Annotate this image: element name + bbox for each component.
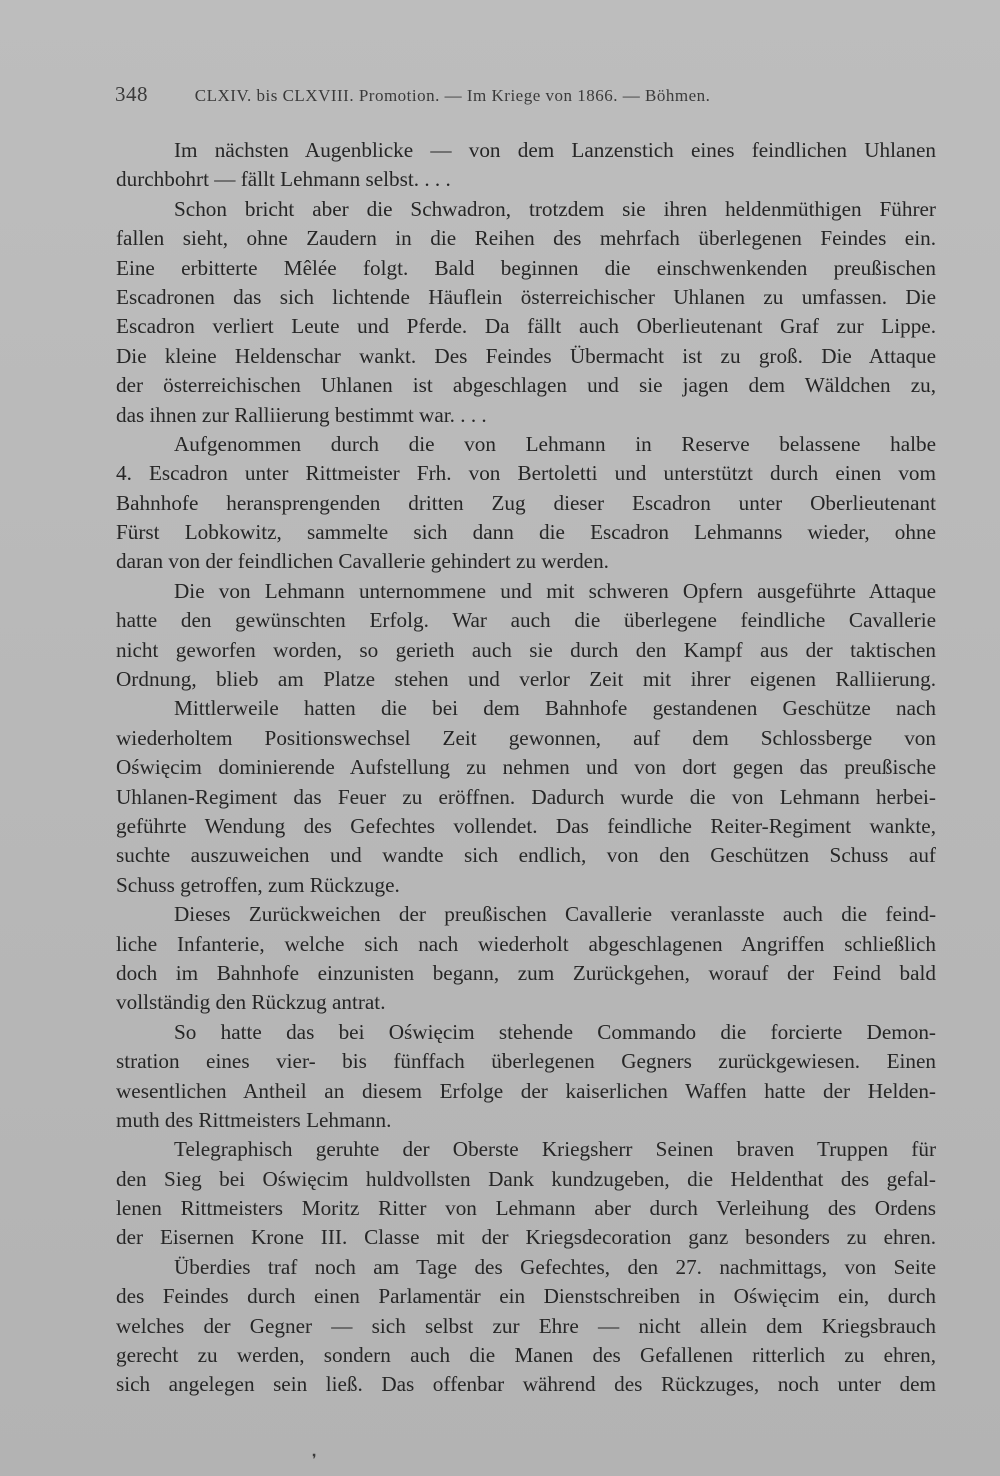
text-line: suchte auszuweichen und wandte sich endlich, von den Geschützen Schuss auf bbox=[116, 843, 936, 868]
text-line: Schon bricht aber die Schwadron, trotzdem sie ihren heldenmüthigen Führer bbox=[174, 196, 936, 221]
footer-mark: ❜ bbox=[312, 1453, 317, 1468]
text-line: Bahnhofe heransprengenden dritten Zug dieser Escadron unter Oberlieutenant bbox=[116, 490, 936, 515]
text-line: durchbohrt — fällt Lehmann selbst. . . . bbox=[116, 167, 451, 192]
text-line: Die kleine Heldenschar wankt. Des Feindes Übermacht ist zu groß. Die Attaque bbox=[116, 343, 936, 368]
text-line: stration eines vier- bis fünffach überlegenen Gegners zurückgewiesen. Einen bbox=[116, 1049, 936, 1074]
text-line: Oświęcim dominierende Aufstellung zu nehmen und von dort gegen das preußische bbox=[116, 755, 936, 780]
text-line: fallen sieht, ohne Zaudern in die Reihen des mehrfach überlegenen Feindes ein. bbox=[116, 226, 936, 251]
text-line: geführte Wendung des Gefechtes vollendet. Das feindliche Reiter-Regiment wankte, bbox=[116, 813, 936, 838]
text-line: Dieses Zurückweichen der preußischen Cavallerie veranlasste auch die feind- bbox=[174, 902, 936, 927]
text-line: sich angelegen sein ließ. Das offenbar während des Rückzuges, noch unter dem bbox=[116, 1372, 936, 1397]
running-header bbox=[115, 82, 945, 107]
text-line: Escadron verliert Leute und Pferde. Da fällt auch Oberlieutenant Graf zur Lippe. bbox=[116, 314, 936, 339]
text-line: wiederholtem Positionswechsel Zeit gewonnen, auf dem Schlossberge von bbox=[116, 725, 936, 750]
text-line: Überdies traf noch am Tage des Gefechtes, den 27. nachmittags, von Seite bbox=[174, 1254, 936, 1279]
text-line: So hatte das bei Oświęcim stehende Commando die forcierte Demon- bbox=[174, 1019, 936, 1044]
text-line: Uhlanen-Regiment das Feuer zu eröffnen. Dadurch wurde die von Lehmann herbei- bbox=[116, 784, 936, 809]
text-line: Eine erbitterte Mêlée folgt. Bald beginnen die einschwenkenden preußischen bbox=[116, 255, 936, 280]
text-line: 4. Escadron unter Rittmeister Frh. von Bertoletti und unterstützt durch einen vom bbox=[116, 461, 936, 486]
running-title: CLXIV. bis CLXVIII. Promotion. — Im Kriege von 1866. — Böhmen. bbox=[194, 86, 711, 105]
text-line: vollständig den Rückzug antrat. bbox=[116, 990, 386, 1015]
text-line: wesentlichen Antheil an diesem Erfolge der kaiserlichen Waffen hatte der Helden- bbox=[116, 1078, 936, 1103]
text-line: Escadronen das sich lichtende Häuflein österreichischer Uhlanen zu umfassen. Die bbox=[116, 284, 936, 309]
text-line: doch im Bahnhofe einzunisten begann, zum Zurückgehen, worauf der Feind bald bbox=[116, 960, 936, 985]
text-line: Schuss getroffen, zum Rückzuge. bbox=[116, 872, 400, 897]
text-line: hatte den gewünschten Erfolg. War auch die überlegene feindliche Cavallerie bbox=[116, 608, 936, 633]
body-text bbox=[116, 136, 936, 1400]
text-line: des Feindes durch einen Parlamentär ein Dienstschreiben in Oświęcim ein, durch bbox=[116, 1284, 936, 1309]
text-line: liche Infanterie, welche sich nach wiederholt abgeschlagenen Angriffen schließlich bbox=[116, 931, 936, 956]
page-number: 348 bbox=[115, 82, 148, 106]
text-line: welches der Gegner — sich selbst zur Ehre — nicht allein dem Kriegsbrauch bbox=[116, 1313, 936, 1338]
text-line: daran von der feindlichen Cavallerie gehindert zu werden. bbox=[116, 549, 609, 574]
text-line: nicht geworfen worden, so gerieth auch sie durch den Kampf aus der taktischen bbox=[116, 637, 936, 662]
text-line: Fürst Lobkowitz, sammelte sich dann die Escadron Lehmanns wieder, ohne bbox=[116, 520, 936, 545]
text-line: gerecht zu werden, sondern auch die Manen des Gefallenen ritterlich zu ehren, bbox=[116, 1343, 936, 1368]
text-line: Telegraphisch geruhte der Oberste Kriegsherr Seinen braven Truppen für bbox=[174, 1137, 936, 1162]
text-line: den Sieg bei Oświęcim huldvollsten Dank kundzugeben, die Heldenthat des gefal- bbox=[116, 1166, 936, 1191]
text-line: muth des Rittmeisters Lehmann. bbox=[116, 1107, 392, 1132]
text-line: der Eisernen Krone III. Classe mit der Kriegsdecoration ganz besonders zu ehren. bbox=[116, 1225, 936, 1250]
text-line: das ihnen zur Ralliierung bestimmt war. . . . bbox=[116, 402, 487, 427]
text-line: Die von Lehmann unternommene und mit schweren Opfern ausgeführte Attaque bbox=[174, 578, 936, 603]
text-line: Aufgenommen durch die von Lehmann in Reserve belassene halbe bbox=[174, 431, 936, 456]
text-line: Im nächsten Augenblicke — von dem Lanzenstich eines feindlichen Uhlanen bbox=[174, 138, 936, 162]
text-line: lenen Rittmeisters Moritz Ritter von Lehmann aber durch Verleihung des Ordens bbox=[116, 1196, 936, 1221]
text-line: Mittlerweile hatten die bei dem Bahnhofe gestandenen Geschütze nach bbox=[174, 696, 936, 721]
text-line: der österreichischen Uhlanen ist abgeschlagen und sie jagen dem Wäldchen zu, bbox=[116, 373, 936, 398]
text-line: Ordnung, blieb am Platze stehen und verlor Zeit mit ihrer eigenen Ralliierung. bbox=[116, 667, 936, 692]
